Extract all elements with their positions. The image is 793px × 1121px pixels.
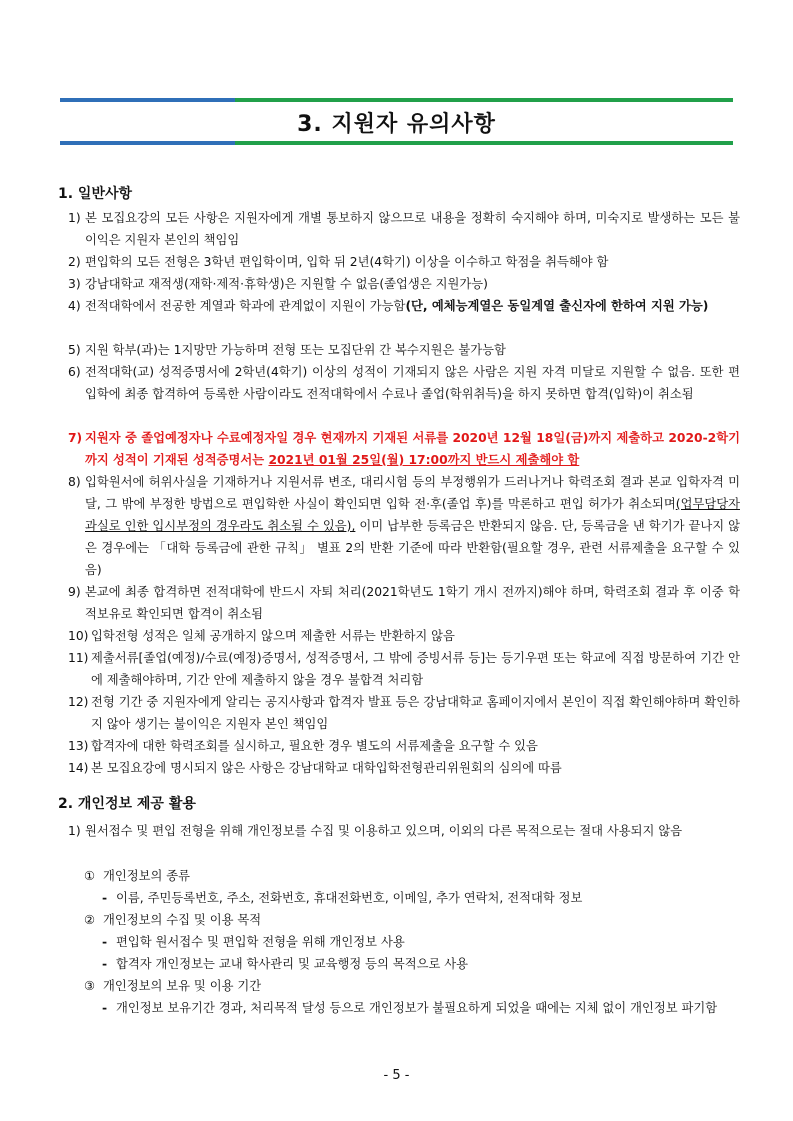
list-item xyxy=(68,581,740,625)
item-number: 1) xyxy=(68,824,81,838)
item-text: 편입학의 모든 전형은 3학년 편입학이며, 입학 뒤 2년(4학기) 이상을 이수하고 학점을 취득해야 함 xyxy=(85,255,609,269)
title-bottom-rule xyxy=(60,141,733,145)
sub-item-types xyxy=(84,865,190,887)
dash-detail: - 편입학 원서접수 및 편입학 전형을 위해 개인정보 사용 xyxy=(102,935,405,949)
sub-item-purpose xyxy=(84,909,261,931)
sub-marker: ① xyxy=(84,869,96,883)
list-item-deadline xyxy=(68,427,740,471)
item-number: 2) xyxy=(68,255,81,269)
list-item xyxy=(68,647,740,691)
list-item xyxy=(68,207,740,251)
list-item xyxy=(68,339,740,361)
item-number: 14) xyxy=(68,761,89,775)
item-number: 11) xyxy=(68,651,89,665)
item-text: 본 모집요강에 명시되지 않은 사항은 강남대학교 대학입학전형관리위원회의 심의에 따름 xyxy=(91,761,562,775)
sub-marker: ③ xyxy=(84,979,96,993)
sub-item-retention xyxy=(84,975,261,997)
item-number: 5) xyxy=(68,343,81,357)
item-text: 강남대학교 재적생(재학·제적·휴학생)은 지원할 수 없음(졸업생은 지원가능) xyxy=(85,277,488,291)
item-number: 8) xyxy=(68,475,81,489)
list-item xyxy=(68,818,740,844)
page-number: - 5 - xyxy=(383,1068,410,1083)
page-title: 3. 지원자 유의사항 xyxy=(297,112,496,137)
title-top-rule xyxy=(60,98,733,102)
list-item xyxy=(68,471,740,581)
list-item xyxy=(68,735,740,757)
list-item xyxy=(68,625,740,647)
list-item xyxy=(68,251,740,273)
list-item xyxy=(68,273,740,295)
list-item xyxy=(68,757,740,779)
item-text: 입학원서에 허위사실을 기재하거나 지원서류 변조, 대리시험 등의 부정행위가 드러나거나 학력조회 결과 본교 입학자격 미달, 그 밖에 부정한 방법으로 편입학한 사실이 확인되면 입학 전·후(졸업 후)를 막론하고 편입 허가가 취소되며(업무담당자 과실로 인한 입시부정의 경우라도 취소될 수 있음), 이미 납부한 등록금은 반환되지 않음. 단, 등록금을 낸 학기가 끝나지 않은 경우에는 「대학 등록금에 관한 규칙」 별표 2의 반환 기준에 따라 반환함(필요할 경우, 관련 서류제출을 요구할 수 있음) xyxy=(85,475,740,577)
dash-detail: - 이름, 주민등록번호, 주소, 전화번호, 휴대전화번호, 이메일, 추가 연락처, 전적대학 정보 xyxy=(102,891,583,905)
sub-title: 개인정보의 수집 및 이용 목적 xyxy=(102,913,262,927)
item-number: 10) xyxy=(68,629,89,643)
item-text: 전적대학(교) 성적증명서에 2학년(4학기) 이상의 성적이 기재되지 않은 사람은 지원 자격 미달로 지원할 수 없음. 또한 편입학에 최종 합격하여 등록한 사람이라도 전적대학에서 수료나 졸업(학위취득)을 하지 못하면 합격(입학)이 취소됨 xyxy=(85,365,740,401)
item-number: 9) xyxy=(68,585,81,599)
item-text: 본 모집요강의 모든 사항은 지원자에게 개별 통보하지 않으므로 내용을 정확히 숙지해야 하며, 미숙지로 발생하는 모든 불이익은 지원자 본인의 책임임 xyxy=(85,211,740,247)
item-text: 지원자 중 졸업예정자나 수료예정자일 경우 현재까지 기재된 서류를 2020년 12월 18일(금)까지 제출하고 2020-2학기까지 성적이 기재된 성적증명서는 2021년 01월 25일(월) 17:00까지 반드시 제출해야 함 xyxy=(85,431,740,467)
sub-title: 개인정보의 보유 및 이용 기간 xyxy=(102,979,262,993)
item-text: 원서접수 및 편입 전형을 위해 개인정보를 수집 및 이용하고 있으며, 이외의 다른 목적으로는 절대 사용되지 않음 xyxy=(85,824,683,838)
item-text: 제출서류[졸업(예정)/수료(예정)증명서, 성적증명서, 그 밖에 증빙서류 등]는 등기우편 또는 학교에 직접 방문하여 기간 안에 제출해야하며, 기간 안에 제출하지 않을 경우 불합격 처리함 xyxy=(91,651,740,687)
sub-title: 개인정보의 종류 xyxy=(102,869,191,883)
item-number: 3) xyxy=(68,277,81,291)
item-text: 입학전형 성적은 일체 공개하지 않으며 제출한 서류는 반환하지 않음 xyxy=(91,629,455,643)
item-number: 7) xyxy=(68,431,83,445)
item-text: 전형 기간 중 지원자에게 알리는 공지사항과 합격자 발표 등은 강남대학교 홈페이지에서 본인이 직접 확인해야하며 확인하지 않아 생기는 불이익은 지원자 본인 책임임 xyxy=(91,695,740,731)
item-number: 6) xyxy=(68,365,81,379)
item-text: 지원 학부(과)는 1지망만 가능하며 전형 또는 모집단위 간 복수지원은 불가능함 xyxy=(85,343,506,357)
item-number: 13) xyxy=(68,739,89,753)
item-number: 12) xyxy=(68,695,89,709)
dash-detail: - 합격자 개인정보는 교내 학사관리 및 교육행정 등의 목적으로 사용 xyxy=(102,957,468,971)
item-number: 4) xyxy=(68,299,81,313)
dash-detail: - 개인정보 보유기간 경과, 처리목적 달성 등으로 개인정보가 불필요하게 되었을 때에는 지체 없이 개인정보 파기함 xyxy=(102,1001,718,1015)
list-item xyxy=(68,691,740,735)
item-text: 본교에 최종 합격하면 전적대학에 반드시 자퇴 처리(2021학년도 1학기 개시 전까지)해야 하며, 학력조회 결과 후 이중 학적보유로 확인되면 합격이 취소됨 xyxy=(85,585,740,621)
list-item xyxy=(68,361,740,405)
section-heading-general: 1. 일반사항 xyxy=(58,186,133,202)
sub-marker: ② xyxy=(84,913,96,927)
item-text: 합격자에 대한 학력조회를 실시하고, 필요한 경우 별도의 서류제출을 요구할 수 있음 xyxy=(91,739,538,753)
section-heading-privacy: 2. 개인정보 제공 활용 xyxy=(58,796,196,812)
item-text: 전적대학에서 전공한 계열과 학과에 관계없이 지원이 가능함(단, 예체능계열은 동일계열 출신자에 한하여 지원 가능) xyxy=(85,299,709,313)
item-number: 1) xyxy=(68,211,81,225)
list-item xyxy=(68,295,740,317)
